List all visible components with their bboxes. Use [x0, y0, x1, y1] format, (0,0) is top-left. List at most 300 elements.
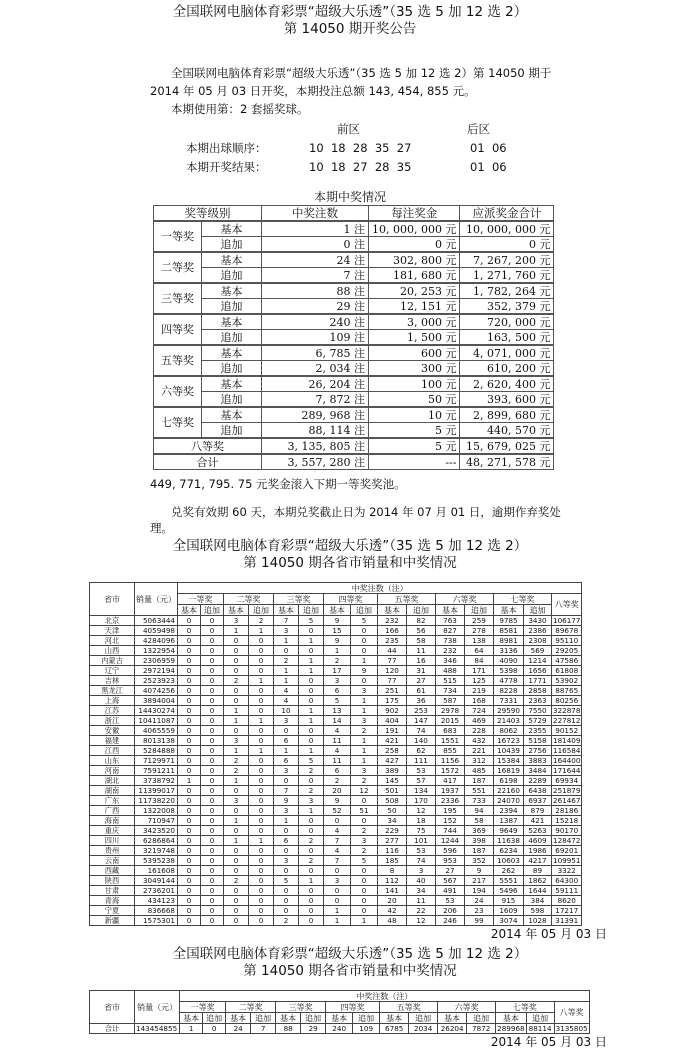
province-table — [89, 582, 582, 926]
header-level: 六等奖 — [436, 594, 494, 605]
winner-count: 0 — [201, 656, 224, 666]
prize-total: 0 元 — [460, 237, 554, 253]
winner-count: 312 — [465, 756, 494, 766]
winner-count: 596 — [436, 846, 465, 856]
winner-count: 0 — [178, 796, 201, 806]
winner-count: 48 — [378, 916, 407, 926]
winner-count: 0 — [299, 896, 324, 906]
winner-count: 0 — [201, 646, 224, 656]
winner-count: 0 — [299, 686, 324, 696]
winner-count: 7 — [274, 786, 299, 796]
winner-count: 1 — [224, 836, 249, 846]
winner-count: 7 — [324, 836, 351, 846]
winner-count: 0 — [201, 916, 224, 926]
winner-count: 2756 — [524, 746, 552, 756]
winner-count: 1 — [299, 716, 324, 726]
winner-count: 0 — [201, 846, 224, 856]
winner-count: 12 — [407, 916, 436, 926]
winner-count: 4 — [324, 826, 351, 836]
winner-count: 0 — [351, 876, 378, 886]
ball-set-text: 本期使用第：2 套摇奖球。 — [171, 102, 309, 116]
winner-count: 4 — [324, 846, 351, 856]
winner-count: 4 — [324, 726, 351, 736]
summary-table-date: 2014 年 05 月 03 日 — [490, 1035, 607, 1049]
winner-count: 0 — [178, 906, 201, 916]
winner-count: 31391 — [552, 916, 582, 926]
prize-level: 六等奖 — [154, 376, 202, 407]
winner-count: 0 — [351, 676, 378, 686]
prize-table-caption: 本期中奖情况 — [313, 190, 386, 204]
winner-count: 0 — [178, 866, 201, 876]
winner-count: 0 — [224, 656, 249, 666]
winner-count: 0 — [249, 776, 274, 786]
summary-label: 合计 — [90, 1024, 135, 1034]
prize-level: 四等奖 — [154, 314, 202, 345]
back-zone-label: 后区 — [467, 122, 490, 136]
winner-count: 1 — [351, 916, 378, 926]
winner-count: 53 — [407, 846, 436, 856]
header-level: 三等奖 — [274, 594, 324, 605]
prize-total: 1, 271, 760 元 — [460, 268, 554, 284]
winner-count: 1 — [224, 776, 249, 786]
header-basic: 基本 — [436, 605, 465, 616]
winner-count: 0 — [201, 816, 224, 826]
winner-count: 0 — [249, 876, 274, 886]
winner-count: 7550 — [524, 706, 552, 716]
province-sales: 3894004 — [135, 696, 178, 706]
province-name: 内蒙古 — [90, 656, 135, 666]
winner-count: 4 — [274, 686, 299, 696]
winner-count: 0 — [274, 866, 299, 876]
province-row — [90, 676, 582, 686]
province-sales: 1322954 — [135, 646, 178, 656]
winner-count: 89678 — [552, 626, 582, 636]
prize-total: 1, 782, 264 元 — [460, 283, 554, 299]
prize-row — [154, 299, 554, 315]
winner-count: 0 — [351, 866, 378, 876]
winner-count: 29590 — [494, 706, 524, 716]
winner-count: 3 — [324, 676, 351, 686]
province-row — [90, 616, 582, 626]
winner-count: 384 — [524, 896, 552, 906]
winner-count: 2336 — [436, 796, 465, 806]
winner-count: 0 — [324, 816, 351, 826]
winner-count: 0 — [299, 776, 324, 786]
province-name: 山东 — [90, 756, 135, 766]
draw-order-row — [0, 139, 700, 158]
province-sales: 3738792 — [135, 776, 178, 786]
winner-count: 8 — [378, 866, 407, 876]
province-name: 河北 — [90, 636, 135, 646]
winner-count: 0 — [249, 906, 274, 916]
winner-count: 0 — [249, 846, 274, 856]
header-extra: 追加 — [526, 1013, 554, 1024]
winner-count: 141 — [378, 886, 407, 896]
winner-count: 5263 — [524, 826, 552, 836]
winner-count: 229 — [378, 826, 407, 836]
prize-per-amount: 12, 151 元 — [369, 299, 460, 315]
prize-per-amount: 50 元 — [369, 392, 460, 408]
winner-count: 120 — [378, 666, 407, 676]
province-sales: 434123 — [135, 896, 178, 906]
summary-section-title: 全国联网电脑体育彩票“超级大乐透”（35 选 5 加 12 选 2） — [172, 946, 528, 962]
winner-count: 9 — [465, 866, 494, 876]
province-name: 广东 — [90, 796, 135, 806]
winner-count: 0 — [224, 896, 249, 906]
prize-row — [154, 252, 554, 268]
winner-count: 2 — [224, 676, 249, 686]
winner-count: 3883 — [524, 756, 552, 766]
winner-count: 9 — [324, 796, 351, 806]
prize-per-amount: 5 元 — [369, 423, 460, 439]
winner-count: 5 — [351, 856, 378, 866]
announcement-block — [0, 4, 700, 177]
header-extra: 追加 — [301, 1013, 326, 1024]
province-row — [90, 796, 582, 806]
winner-count: 1214 — [524, 656, 552, 666]
header-eighth: 八等奖 — [552, 594, 582, 616]
draw-result-front: 10 18 27 28 35 — [309, 160, 412, 174]
winner-count: 501 — [378, 786, 407, 796]
province-name: 辽宁 — [90, 666, 135, 676]
winner-count: 1 — [249, 676, 274, 686]
winner-count: 5 — [351, 616, 378, 626]
prize-total: 2, 899, 680 元 — [460, 407, 554, 423]
winner-count: 36 — [407, 696, 436, 706]
header-basic: 基本 — [496, 1013, 526, 1024]
province-sales: 11738220 — [135, 796, 178, 806]
prize-level: 八等奖 — [154, 438, 262, 454]
summary-count: 88114 — [526, 1024, 554, 1034]
prize-per-amount: 1, 500 元 — [369, 330, 460, 346]
winner-count: 0 — [178, 806, 201, 816]
header-level: 二等奖 — [226, 1002, 276, 1013]
province-row — [90, 646, 582, 656]
province-sales: 4059498 — [135, 626, 178, 636]
header-extra: 追加 — [203, 1013, 226, 1024]
winner-count: 23 — [465, 906, 494, 916]
prize-total: 440, 570 元 — [460, 423, 554, 439]
winner-count: 125 — [465, 676, 494, 686]
winner-count: 232 — [436, 646, 465, 656]
winner-count: 567 — [436, 876, 465, 886]
summary-count: 29 — [301, 1024, 326, 1034]
winner-count: 0 — [201, 746, 224, 756]
winner-count: 0 — [249, 696, 274, 706]
winner-count: 3430 — [524, 616, 552, 626]
winner-count: 2015 — [436, 716, 465, 726]
winner-count: 1937 — [436, 786, 465, 796]
province-sales: 10411087 — [135, 716, 178, 726]
winner-count: 6 — [324, 686, 351, 696]
winner-count: 58 — [407, 636, 436, 646]
winner-count: 1 — [274, 816, 299, 826]
winner-count: 77 — [378, 656, 407, 666]
winner-count: 0 — [178, 616, 201, 626]
winner-count: 88765 — [552, 686, 582, 696]
header-basic: 基本 — [326, 1013, 353, 1024]
winner-count: 111 — [407, 756, 436, 766]
intro-line-2: 2014 年 05 月 03 日开奖，本期投注总额 143, 454, 855 元。 — [150, 84, 476, 98]
header-count: 中奖注数 — [262, 206, 369, 222]
winner-count: 4 — [324, 746, 351, 756]
front-zone-label: 前区 — [337, 122, 360, 136]
province-sales: 7129971 — [135, 756, 178, 766]
province-sales: 3423520 — [135, 826, 178, 836]
winner-count: 0 — [249, 786, 274, 796]
winner-count: 0 — [299, 696, 324, 706]
winner-count: 170 — [407, 796, 436, 806]
winner-count: 0 — [224, 916, 249, 926]
winner-count: 12 — [351, 786, 378, 796]
prize-per-amount: 100 元 — [369, 376, 460, 392]
prize-table-header — [154, 206, 554, 222]
winner-count: 5158 — [524, 736, 552, 746]
winner-count: 0 — [351, 636, 378, 646]
winner-count: 246 — [436, 916, 465, 926]
winner-count: 11 — [324, 756, 351, 766]
winner-count: 22160 — [494, 786, 524, 796]
summary-section-subtitle: 第 14050 期各省市销量和中奖情况 — [243, 963, 457, 979]
winner-count: 398 — [465, 836, 494, 846]
winner-count: 0 — [178, 876, 201, 886]
winner-count: 3 — [274, 716, 299, 726]
prize-total: 2, 620, 400 元 — [460, 376, 554, 392]
header-level: 四等奖 — [326, 1002, 380, 1013]
winner-count: 0 — [178, 756, 201, 766]
winner-count: 0 — [299, 886, 324, 896]
winner-count: 27 — [407, 676, 436, 686]
winner-count: 152 — [436, 816, 465, 826]
winner-count: 0 — [224, 696, 249, 706]
winner-count: 2 — [324, 656, 351, 666]
winner-count: 2394 — [494, 806, 524, 816]
winner-count: 0 — [249, 646, 274, 656]
announcement-title: 全国联网电脑体育彩票“超级大乐透”（35 选 5 加 12 选 2） — [172, 4, 528, 20]
winner-count: 3 — [224, 616, 249, 626]
winner-count: 369 — [465, 826, 494, 836]
winner-count: 1 — [178, 776, 201, 786]
winner-count: 52 — [324, 806, 351, 816]
winner-count: 195 — [436, 806, 465, 816]
header-basic: 基本 — [494, 605, 524, 616]
winner-count: 3 — [324, 876, 351, 886]
winner-count: 0 — [351, 896, 378, 906]
winner-count: 0 — [178, 856, 201, 866]
winner-count: 1 — [299, 806, 324, 816]
winner-count: 50 — [378, 806, 407, 816]
winner-count: 8620 — [552, 896, 582, 906]
province-name: 宁夏 — [90, 906, 135, 916]
winner-count: 3 — [407, 866, 436, 876]
prize-level: 二等奖 — [154, 252, 202, 283]
winner-count: 95110 — [552, 636, 582, 646]
summary-count: 3135805 — [555, 1023, 588, 1033]
province-sales: 11399017 — [135, 786, 178, 796]
winner-count: 404 — [378, 716, 407, 726]
rollover-text: 449, 771, 795. 75 元奖金滚入下期一等奖奖池。 — [150, 477, 406, 491]
header-basic: 基本 — [324, 605, 351, 616]
prize-count: 3, 557, 280 注 — [262, 454, 369, 470]
winner-count: 3 — [351, 686, 378, 696]
header-level: 五等奖 — [380, 1002, 438, 1013]
winner-count: 0 — [274, 776, 299, 786]
winner-count: 187 — [465, 776, 494, 786]
winner-count: 0 — [224, 866, 249, 876]
zone-headers — [0, 120, 700, 139]
winner-count: 28186 — [552, 806, 582, 816]
winner-count: 0 — [299, 916, 324, 926]
winner-count: 0 — [249, 866, 274, 876]
winner-count: 0 — [274, 906, 299, 916]
province-row — [90, 826, 582, 836]
winner-count: 763 — [436, 616, 465, 626]
winner-count: 8981 — [494, 636, 524, 646]
winner-count: 1 — [224, 746, 249, 756]
prize-per-amount: 600 元 — [369, 345, 460, 361]
winner-count: 0 — [274, 886, 299, 896]
winner-count: 42 — [378, 906, 407, 916]
winner-count: 251 — [378, 686, 407, 696]
header-basic: 基本 — [380, 1013, 409, 1024]
header-winners: 中奖注数（注） — [178, 583, 582, 594]
header-level: 一等奖 — [178, 594, 224, 605]
winner-count: 56 — [407, 626, 436, 636]
prize-per-amount: 0 元 — [369, 237, 460, 253]
prize-row — [154, 407, 554, 423]
winner-count: 0 — [201, 616, 224, 626]
province-row — [90, 766, 582, 776]
winner-count: 18 — [407, 816, 436, 826]
header-level: 一等奖 — [180, 1002, 226, 1013]
prize-type: 基本 — [202, 376, 262, 392]
winner-count: 0 — [249, 756, 274, 766]
winner-count: 1244 — [436, 836, 465, 846]
province-row — [90, 846, 582, 856]
winner-count: 191 — [378, 726, 407, 736]
winner-count: 15 — [324, 626, 351, 636]
header-level: 五等奖 — [378, 594, 436, 605]
prize-count: 1 注 — [262, 221, 369, 237]
winner-count: 9 — [351, 666, 378, 676]
winner-count: 417 — [436, 776, 465, 786]
summary-count: 109 — [353, 1024, 380, 1034]
winner-count: 27 — [436, 866, 465, 876]
winner-count: 20 — [378, 896, 407, 906]
winner-count: 8062 — [494, 726, 524, 736]
province-name: 北京 — [90, 616, 135, 626]
winner-count: 17 — [324, 666, 351, 676]
province-row — [90, 896, 582, 906]
prize-total: 4, 071, 000 元 — [460, 345, 554, 361]
prize-row — [154, 376, 554, 392]
province-sales: 3219748 — [135, 846, 178, 856]
winner-count: 9 — [324, 616, 351, 626]
winner-count: 14 — [324, 716, 351, 726]
province-row — [90, 686, 582, 696]
winner-count: 77 — [378, 676, 407, 686]
winner-count: 0 — [201, 766, 224, 776]
winner-count: 2 — [274, 916, 299, 926]
winner-count: 166 — [378, 626, 407, 636]
prize-row — [154, 268, 554, 284]
province-name: 云南 — [90, 856, 135, 866]
winner-count: 0 — [224, 646, 249, 656]
winner-count: 0 — [178, 676, 201, 686]
winner-count: 89 — [524, 866, 552, 876]
province-row — [90, 816, 582, 826]
winner-count: 6198 — [494, 776, 524, 786]
winner-count: 219 — [465, 686, 494, 696]
winner-count: 1 — [249, 716, 274, 726]
winner-count: 69201 — [552, 846, 582, 856]
header-level: 二等奖 — [224, 594, 274, 605]
winner-count: 0 — [224, 826, 249, 836]
province-row — [90, 756, 582, 766]
winner-count: 1 — [299, 636, 324, 646]
winner-count: 59111 — [552, 886, 582, 896]
province-row — [90, 776, 582, 786]
winner-count: 0 — [178, 896, 201, 906]
validity-line-2: 理。 — [150, 521, 173, 535]
winner-count: 0 — [178, 846, 201, 856]
winner-count: 0 — [249, 816, 274, 826]
winner-count: 515 — [436, 676, 465, 686]
winner-count: 1 — [299, 876, 324, 886]
province-name: 天津 — [90, 626, 135, 636]
winner-count: 1 — [224, 706, 249, 716]
prize-table — [153, 205, 554, 470]
winner-count: 0 — [178, 646, 201, 656]
winner-count: 277 — [378, 836, 407, 846]
winner-count: 1 — [274, 636, 299, 646]
winner-count: 1656 — [524, 666, 552, 676]
winner-count: 1387 — [494, 816, 524, 826]
winner-count: 734 — [436, 686, 465, 696]
winner-count: 1 — [324, 906, 351, 916]
winner-count: 0 — [201, 796, 224, 806]
winner-count: 508 — [378, 796, 407, 806]
province-name: 重庆 — [90, 826, 135, 836]
winner-count: 1 — [249, 836, 274, 846]
winner-count: 5729 — [524, 716, 552, 726]
winner-count: 0 — [201, 636, 224, 646]
winner-count: 22 — [407, 906, 436, 916]
draw-result-back: 01 06 — [470, 160, 507, 174]
province-name: 甘肃 — [90, 886, 135, 896]
winner-count: 0 — [201, 726, 224, 736]
winner-count: 1 — [324, 916, 351, 926]
winner-count: 0 — [201, 686, 224, 696]
winner-count: 488 — [436, 666, 465, 676]
winner-count: 469 — [465, 716, 494, 726]
winner-count: 902 — [378, 706, 407, 716]
winner-count: 0 — [201, 696, 224, 706]
province-row — [90, 906, 582, 916]
winner-count: 4217 — [524, 856, 552, 866]
winner-count: 227812 — [553, 715, 581, 725]
winner-count: 1862 — [524, 876, 552, 886]
winner-count: 181409 — [553, 735, 581, 745]
winner-count: 0 — [201, 836, 224, 846]
winner-count: 0 — [201, 826, 224, 836]
prize-per-amount: 3, 000 元 — [369, 314, 460, 330]
header-extra: 追加 — [465, 605, 494, 616]
summary-count: 88 — [276, 1024, 301, 1034]
winner-count: 1 — [299, 746, 324, 756]
prize-type: 追加 — [202, 361, 262, 377]
winner-count: 1986 — [524, 846, 552, 856]
